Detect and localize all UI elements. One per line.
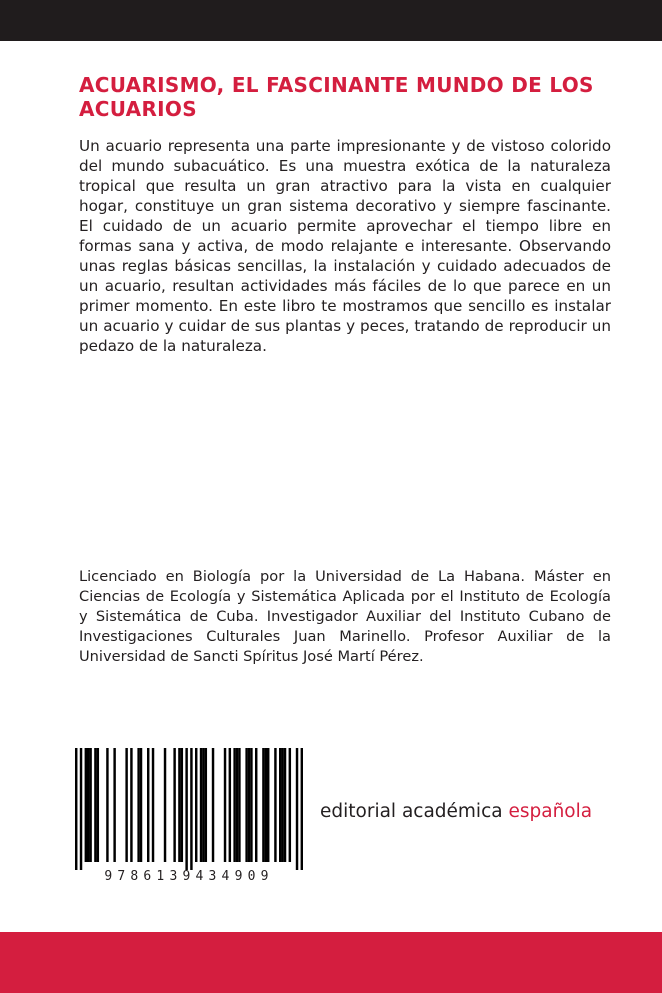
barcode-bar xyxy=(267,748,269,862)
barcode-bar xyxy=(89,748,91,862)
barcode-bar xyxy=(140,748,142,862)
barcode-bar xyxy=(205,748,207,862)
barcode-bar xyxy=(250,748,252,862)
barcode-bar xyxy=(262,748,264,862)
book-description: Un acuario representa una parte impresionante y de vistoso colorido del mundo subacuático. Es una muestra exótica de la naturaleza tropical que resulta un gran atractivo para la vista en cualquier hogar, constituye un gran sistema decorativo y siempre fascinante. El cuidado de un acuario permite aprovechar el tiempo libre en formas sana y activa, de modo relajante e interesante. Observando unas reglas básicas sencillas, la instalación y cuidado adecuados de un acuario, resultan actividades más fáciles de lo que parece en un primer momento. En este libro te mostramos que sencillo es instalar un acuario y cuidar de sus plantas y peces, tratando de reproducir un pedazo de la naturaleza. xyxy=(79,137,611,355)
barcode-bars xyxy=(75,748,303,870)
barcode-bar xyxy=(97,748,99,862)
top-dark-band xyxy=(0,0,662,41)
publisher-logo xyxy=(320,799,620,825)
barcode-bar xyxy=(212,748,214,862)
barcode-bar xyxy=(202,748,204,862)
barcode-bar xyxy=(296,748,298,870)
barcode-bar xyxy=(301,748,303,870)
barcode-bar xyxy=(87,748,89,862)
barcode-bar xyxy=(137,748,139,862)
barcode-bar xyxy=(106,748,108,862)
author-bio: Licenciado en Biología por la Universidad de La Habana. Máster en Ciencias de Ecología y Sistemática Aplicada por el Instituto de Ecología y Sistemática de Cuba. Investigador Auxiliar del Instituto Cubano de Investigaciones Culturales Juan Marinello. Profesor Auxiliar de la Universidad de Sancti Spíritus José Martí Pérez. xyxy=(79,568,611,665)
barcode-bar xyxy=(173,748,175,862)
barcode-bar xyxy=(233,748,235,862)
barcode-bar xyxy=(236,748,238,862)
barcode-bar xyxy=(255,748,257,862)
publisher-name: editorial académica xyxy=(320,801,503,822)
barcode-bar xyxy=(85,748,87,862)
barcode-bar xyxy=(181,748,183,862)
barcode-bar xyxy=(113,748,115,862)
barcode-bar xyxy=(238,748,240,862)
barcode-bar xyxy=(281,748,283,862)
isbn-barcode xyxy=(75,748,303,888)
barcode-bar xyxy=(147,748,149,862)
barcode-bar xyxy=(94,748,96,862)
barcode-bar xyxy=(265,748,267,862)
isbn-number: 9786139434909 xyxy=(104,869,274,884)
barcode-bar xyxy=(224,748,226,862)
barcode-bar xyxy=(164,748,166,862)
barcode-bar xyxy=(130,748,132,862)
barcode-bar xyxy=(195,748,197,862)
barcode-bar xyxy=(245,748,247,862)
book-title: ACUARISMO, EL FASCINANTE MUNDO DE LOS ACUARIOS xyxy=(79,73,594,121)
barcode-bar xyxy=(125,748,127,862)
barcode-bar xyxy=(274,748,276,862)
barcode-bar xyxy=(185,748,187,870)
barcode-bar xyxy=(248,748,250,862)
barcode-bar xyxy=(200,748,202,862)
bottom-red-band xyxy=(0,932,662,993)
barcode-bar xyxy=(229,748,231,862)
barcode-bar xyxy=(289,748,291,862)
barcode-bar xyxy=(279,748,281,862)
barcode-bar xyxy=(75,748,77,870)
barcode-bar xyxy=(190,748,192,870)
barcode-bar xyxy=(178,748,180,862)
barcode-bar xyxy=(284,748,286,862)
publisher-name-accent: española xyxy=(508,801,593,822)
barcode-bar xyxy=(80,748,82,870)
barcode-bar xyxy=(152,748,154,862)
